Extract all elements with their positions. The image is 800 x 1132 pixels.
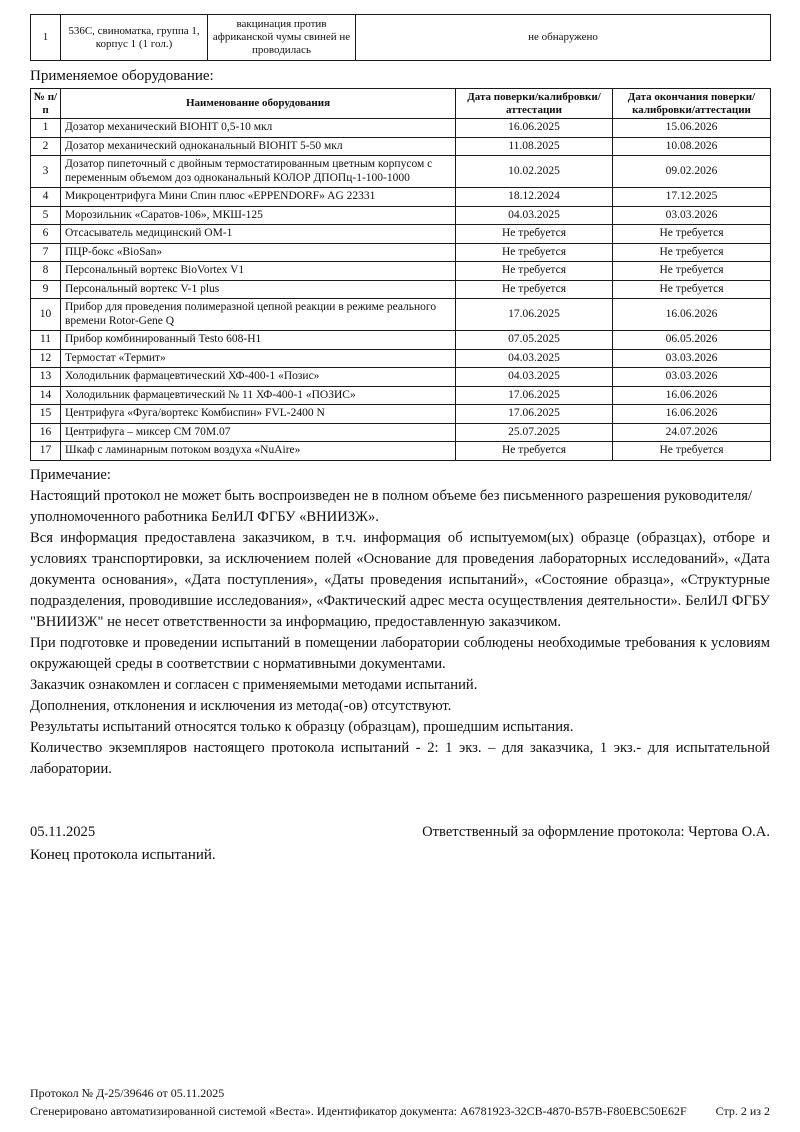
equipment-num-cell: 6 [31,225,61,244]
equipment-name-cell: Центрифуга «Фуга/вортекс Комбиспин» FVL-2400 N [61,405,456,424]
equipment-table-body [31,119,771,461]
equipment-name-cell: Прибор комбинированный Testo 608-H1 [61,331,456,350]
note-paragraph: Результаты испытаний относятся только к образцу (образцам), прошедшим испытания. [30,718,574,735]
footer-protocol-line: Протокол № Д-25/39646 от 05.11.2025 [30,1086,225,1100]
equipment-header-date-to: Дата окончания поверки/калибровки/аттестации [613,89,771,119]
equipment-date-to-cell: 03.03.2026 [613,206,771,225]
equipment-date-to-cell: Не требуется [613,243,771,262]
equipment-name-cell: Персональный вортекс V-1 plus [61,280,456,299]
equipment-name-cell: Дозатор пипеточный с двойным термостатированным цветным корпусом с переменным объемом доз одноканальный КОЛОР ДПОПц-1-100-1000 [61,156,456,188]
equipment-header-num: № п/п [31,89,61,119]
equipment-row [31,280,771,299]
equipment-date-to-cell: 16.06.2026 [613,386,771,405]
equipment-header-name: Наименование оборудования [61,89,456,119]
equipment-date-to-cell: 03.03.2026 [613,368,771,387]
equipment-num-cell: 15 [31,405,61,424]
equipment-num-cell: 14 [31,386,61,405]
equipment-header-date-from: Дата поверки/калибровки/аттестации [456,89,613,119]
equipment-date-from-cell: 16.06.2025 [456,119,613,138]
results-table-body [31,15,771,61]
equipment-date-to-cell: Не требуется [613,262,771,281]
equipment-name-cell: Холодильник фармацевтический ХФ-400-1 «Позис» [61,368,456,387]
equipment-num-cell: 5 [31,206,61,225]
results-table [30,14,771,61]
equipment-num-cell: 10 [31,299,61,331]
note-paragraph: Количество экземпляров настоящего протокола испытаний - 2: 1 экз. – для заказчика, 1 экз.- для испытательной лаборатории. [30,739,770,777]
equipment-date-from-cell: Не требуется [456,442,613,461]
equipment-date-from-cell: 04.03.2025 [456,206,613,225]
equipment-row [31,225,771,244]
equipment-table-head [31,89,771,119]
equipment-date-from-cell: 04.03.2025 [456,349,613,368]
equipment-date-from-cell: Не требуется [456,225,613,244]
equipment-name-cell: Отсасыватель медицинский ОМ-1 [61,225,456,244]
equipment-date-to-cell: Не требуется [613,442,771,461]
equipment-date-from-cell: 17.06.2025 [456,405,613,424]
equipment-name-cell: Дозатор механический одноканальный BIOHIT 5-50 мкл [61,137,456,156]
equipment-name-cell: Холодильник фармацевтический № 11 ХФ-400-1 «ПОЗИС» [61,386,456,405]
equipment-date-to-cell: Не требуется [613,280,771,299]
equipment-num-cell: 8 [31,262,61,281]
protocol-date: 05.11.2025 [30,823,96,840]
equipment-table [30,88,771,461]
equipment-num-cell: 16 [31,423,61,442]
note-paragraph: Заказчик ознакомлен и согласен с применяемыми методами испытаний. [30,676,478,693]
equipment-date-from-cell: 18.12.2024 [456,188,613,207]
equipment-name-cell: Термостат «Термит» [61,349,456,368]
equipment-date-to-cell: 16.06.2026 [613,405,771,424]
signature-row [30,822,770,843]
equipment-row [31,386,771,405]
note-paragraph: Дополнения, отклонения и исключения из метода(-ов) отсутствуют. [30,697,452,714]
results-sample-cell: 536С, свиноматка, группа 1, корпус 1 (1 гол.) [61,15,208,61]
notes-heading: Примечание: [30,466,111,483]
equipment-row [31,349,771,368]
equipment-num-cell: 12 [31,349,61,368]
equipment-date-from-cell: Не требуется [456,262,613,281]
equipment-row [31,119,771,138]
equipment-row [31,405,771,424]
equipment-date-from-cell: 17.06.2025 [456,299,613,331]
equipment-date-from-cell: 25.07.2025 [456,423,613,442]
equipment-name-cell: Центрифуга – миксер СМ 70М.07 [61,423,456,442]
equipment-date-to-cell: 03.03.2026 [613,349,771,368]
notes-paragraphs [30,486,770,780]
equipment-date-from-cell: 11.08.2025 [456,137,613,156]
equipment-num-cell: 9 [31,280,61,299]
equipment-row [31,156,771,188]
equipment-name-cell: Микроцентрифуга Мини Спин плюс «EPPENDORF» AG 22331 [61,188,456,207]
equipment-date-to-cell: 06.05.2026 [613,331,771,350]
footer-page-number: Стр. 2 из 2 [715,1104,770,1118]
results-vaccination-cell: вакцинация против африканской чумы свиней не проводилась [208,15,356,61]
equipment-num-cell: 3 [31,156,61,188]
equipment-row [31,206,771,225]
note-paragraph: Вся информация предоставлена заказчиком, в т.ч. информация об испытуемом(ых) образце (образцах), отборе и условиях транспортировки, за исключением полей «Основание для проведения лабораторных исследований», «Дата документа основания», «Дата поступления», «Даты проведения испытаний», «Состояние образца», «Структурные подразделения, проводившие исследования», «Фактический адрес места осуществления деятельности». БелИЛ ФГБУ "ВНИИЗЖ" не несет ответственности за информацию, предоставленную заказчиком. [30,529,770,630]
equipment-date-from-cell: 10.02.2025 [456,156,613,188]
equipment-row [31,299,771,331]
equipment-row [31,188,771,207]
results-row [31,15,771,61]
equipment-num-cell: 2 [31,137,61,156]
equipment-name-cell: Дозатор механический BIOHIT 0,5-10 мкл [61,119,456,138]
equipment-num-cell: 4 [31,188,61,207]
page-footer [30,1084,770,1120]
equipment-row [31,423,771,442]
equipment-date-to-cell: 16.06.2026 [613,299,771,331]
equipment-date-to-cell: Не требуется [613,225,771,244]
equipment-name-cell: Морозильник «Саратов-106», МКШ-125 [61,206,456,225]
equipment-date-from-cell: Не требуется [456,280,613,299]
equipment-row [31,331,771,350]
equipment-num-cell: 17 [31,442,61,461]
equipment-name-cell: Прибор для проведения полимеразной цепной реакции в режиме реального времени Rotor-Gene Q [61,299,456,331]
equipment-row [31,137,771,156]
responsible-line: Ответственный за оформление протокола: Чертова О.А. [422,823,770,840]
equipment-name-cell: ПЦР-бокс «BioSan» [61,243,456,262]
note-paragraph: Настоящий протокол не может быть воспроизведен не в полном объеме без письменного разрешения руководителя/уполномоченного работника БелИЛ ФГБУ «ВНИИЗЖ». [30,487,753,525]
equipment-date-from-cell: Не требуется [456,243,613,262]
equipment-date-from-cell: 04.03.2025 [456,368,613,387]
equipment-date-to-cell: 15.06.2026 [613,119,771,138]
footer-generated-line: Сгенерировано автоматизированной системой «Веста». Идентификатор документа: A6781923-32CB-4870-B57B-F80EBC50E62F [30,1104,687,1118]
equipment-heading: Применяемое оборудование: [30,68,214,84]
equipment-row [31,243,771,262]
equipment-name-cell: Шкаф с ламинарным потоком воздуха «NuAire» [61,442,456,461]
equipment-name-cell: Персональный вортекс BioVortex V1 [61,262,456,281]
notes-section [30,465,770,780]
end-of-protocol-line: Конец протокола испытаний. [30,846,216,863]
equipment-date-from-cell: 17.06.2025 [456,386,613,405]
equipment-header-row [31,89,771,119]
equipment-num-cell: 11 [31,331,61,350]
equipment-date-to-cell: 10.08.2026 [613,137,771,156]
equipment-num-cell: 7 [31,243,61,262]
equipment-date-to-cell: 17.12.2025 [613,188,771,207]
equipment-date-to-cell: 09.02.2026 [613,156,771,188]
results-result-cell: не обнаружено [356,15,771,61]
equipment-row [31,442,771,461]
results-num-cell: 1 [31,15,61,61]
equipment-row [31,262,771,281]
note-paragraph: При подготовке и проведении испытаний в помещении лаборатории соблюдены необходимые требования к условиям окружающей среды в соответствии с нормативными документами. [30,634,770,672]
equipment-date-to-cell: 24.07.2026 [613,423,771,442]
equipment-row [31,368,771,387]
equipment-num-cell: 13 [31,368,61,387]
equipment-num-cell: 1 [31,119,61,138]
equipment-date-from-cell: 07.05.2025 [456,331,613,350]
